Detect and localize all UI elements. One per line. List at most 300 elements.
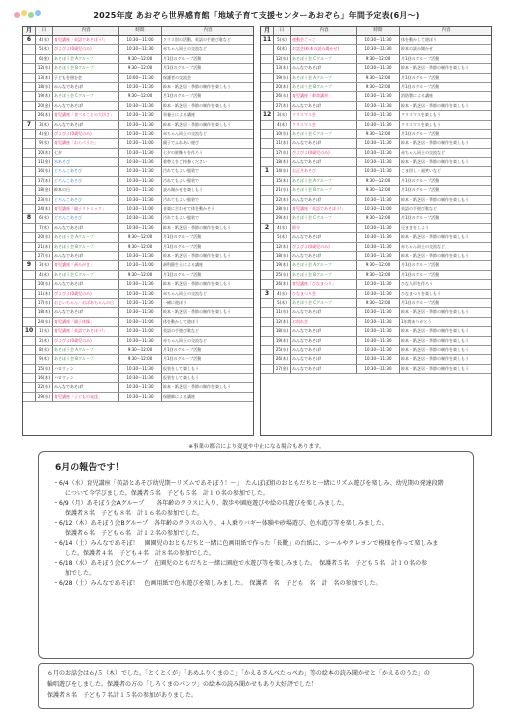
month-cell [261,139,274,147]
table-row [23,205,253,214]
table-row [23,224,253,233]
month-cell [261,271,274,279]
table-row [261,299,491,308]
remarks-cell: 絵本・紙芝居・季節の制作を楽しもう [401,140,469,146]
month-cell [261,55,274,63]
story-time-line: 輪唱遊びをしました。保護者の方の「しろくまのパンツ」の絵本の読み聞かせもあり大好評でした！ [47,681,318,688]
month-cell: 2 [261,224,274,232]
table-row [23,83,253,92]
theme-cell: ひなまつり会 [291,290,357,298]
theme-cell: 節分 [291,224,357,232]
date-cell: 27(水) [36,252,53,260]
remarks-cell: ひな人形を作ろう [401,281,433,287]
time-cell: 9:30～12:00 [119,243,162,251]
month-cell [261,74,274,82]
time-cell: 10:30～11:00 [119,36,162,44]
month-cell [261,261,274,269]
remarks-cell: 七夕の笹飾りを作ろう [163,149,203,155]
table-row [23,92,253,101]
remarks-cell: 月1回のグループ活動 [401,55,440,61]
theme-cell: どろんこあそび [53,196,119,204]
month-cell [261,177,274,185]
remarks-cell: 月1回のグループ活動 [401,271,440,277]
theme-cell: あそぼう会 Bグループ [291,186,357,194]
story-time-line: ６月のお話会は６/５（木）でした。「とくとくが」「あめふりくまのこ」「かえるさんべたっぺわ」等の絵本の読み聞かせと「かえるのうた」の [47,670,430,677]
month-cell [23,383,36,391]
time-cell: 10:30～11:30 [119,280,162,288]
time-cell: 9:30～12:00 [119,55,162,63]
date-cell: 12(木) [274,318,291,326]
theme-cell: ぴよぴよ(0歳児のみ) [291,243,357,251]
table-row [261,36,491,45]
table-header [23,27,253,36]
theme-cell: 絵本の日 [53,186,119,194]
theme-cell: あそぼう会 Cグループ [291,130,357,138]
time-cell: 10:30～11:30 [357,365,400,373]
table-row [23,261,253,270]
month-cell [23,355,36,363]
remarks-cell: 絵本・紙芝居・季節の制作を楽しもう [163,83,231,89]
table-row [261,308,491,317]
date-cell: 28(水) [274,205,291,213]
remarks-cell: 絵本・紙芝居・季節の制作を楽しもう [401,337,469,343]
report-item [53,479,465,499]
remarks-cell: 絵本・紙芝居・季節の制作を楽しもう [163,384,231,390]
month-cell [261,205,274,213]
theme-cell: どろんこあそび [53,177,119,185]
report-item-main: ・6/12（木）あそぼう会Bグループ 各年齢のクラスの入り、４人乗りバギー体験や砂場遊び、色水遊び等を楽しみました。 [53,520,388,527]
date-cell: 12(水) [274,55,291,63]
theme-cell: 七夕 [53,149,119,157]
remarks-cell: 保護者の交流会 [163,74,191,80]
month-cell [261,214,274,222]
table-row [23,290,253,299]
month-cell [23,196,36,204]
table-row [23,308,253,317]
remarks-cell: 月1回のグループ活動 [401,83,440,89]
time-cell: 10:30～11:30 [119,196,162,204]
date-cell: 6(木) [274,45,291,53]
remarks-cell: 月1回のグループ活動 [401,299,440,305]
time-cell: 10:30～11:30 [357,355,400,363]
month-cell [261,346,274,354]
month-cell [261,365,274,373]
date-cell: 4(水) [274,290,291,298]
month-cell: 3 [261,290,274,298]
time-cell: 10:30～11:30 [357,139,400,147]
month-cell [23,280,36,288]
remarks-cell: 絵本・紙芝居・季節の制作を楽しもう [163,309,231,315]
remarks-cell: 汚れてもよい服装で [163,168,199,174]
date-cell: 16(水) [36,167,53,175]
remarks-cell: 絵本・紙芝居・季節の制作を楽しもう [401,365,469,371]
date-cell: 11(水) [274,308,291,316]
remarks-cell: 絵本・紙芝居・季節の制作を楽しもう [163,121,231,127]
month-cell [23,224,36,232]
table-row [261,271,491,280]
theme-cell: お別れ会 [291,318,357,326]
theme-cell: どろんこあそび [53,167,119,175]
time-cell: 10:30～11:30 [119,290,162,298]
table-row [261,64,491,73]
theme-cell: みんなであそぼ! [291,233,357,241]
table-row [23,243,253,252]
report-item-sub: 保護者６名 子ども６名 計１２名の参加でした。 [65,530,204,537]
report-item-sub: 保護者８名 子ども８名 計１６名の参加でした。 [65,510,204,517]
date-cell: 9(水) [36,139,53,147]
date-cell: 4(木) [274,121,291,129]
theme-cell: みんなであそぼ! [53,83,119,91]
month-cell [23,102,36,110]
date-cell: 13(木) [274,64,291,72]
remarks-cell: 一緒に遊ぼう [163,299,187,305]
date-cell: 20(木) [274,83,291,91]
remarks-cell: 月1回のグループ活動 [401,130,440,136]
remarks-cell: 絵本・紙芝居・季節の制作を楽しもう [401,196,469,202]
table-row [23,196,253,205]
table-row [23,177,253,186]
date-cell: 15(水) [36,365,53,373]
table-row [261,327,491,336]
date-cell: 9(木) [36,355,53,363]
remarks-cell: 絵本・紙芝居・季節の制作を楽しもう [401,328,469,334]
table-row [23,130,253,139]
month-cell [261,299,274,307]
theme-cell: ぴよぴよ(0歳児のみ) [53,45,119,53]
table-row [261,83,491,92]
date-cell: 10(水) [36,280,53,288]
time-cell: 10:30～11:30 [119,167,162,175]
table-row [261,243,491,252]
table-row [261,346,491,355]
theme-cell: ハロウィン [53,374,119,382]
remarks-cell: 月1回のグループ活動 [401,74,440,80]
theme-cell: 水あそび [53,158,119,166]
month-cell: 8 [23,214,36,222]
table-row [23,74,253,83]
theme-cell: 育児講座「食べることの大切さ」 [53,111,119,119]
date-cell: 27(木) [274,102,291,110]
time-cell: 10:30～11:30 [119,158,162,166]
date-cell: 26(水) [274,92,291,100]
time-cell: 9:30～12:00 [357,271,400,279]
table-row [23,167,253,176]
table-row [261,214,491,223]
table-row [261,158,491,167]
time-cell: 10:30～11:30 [357,196,400,204]
remarks-cell: 汚れてもよい服装で [163,196,199,202]
month-cell [23,346,36,354]
theme-cell: あそぼう会 Bグループ [291,83,357,91]
table-row [261,365,491,374]
month-cell [261,83,274,91]
remarks-cell: 読み聞かせを楽しもう [163,187,203,193]
table-header [261,27,491,36]
month-cell [23,318,36,326]
date-cell: 7(木) [36,224,53,232]
date-cell: 18(水) [274,327,291,335]
theme-cell: あそぼう会 Bグループ [291,271,357,279]
remarks-cell: 絵本・紙芝居・季節の制作を楽しもう [401,159,469,165]
theme-cell: あそぼう会 Cグループ [291,55,357,63]
theme-cell: みんなであそぼ! [291,252,357,260]
remarks-cell: 絵本・紙芝居・季節の制作を楽しもう [401,102,469,108]
theme-cell: みんなであそぼ! [291,365,357,373]
theme-cell: みんなであそぼ! [53,252,119,260]
time-cell: 10:30～11:30 [357,224,400,232]
month-cell [261,186,274,194]
date-cell: 8(水) [36,346,53,354]
theme-cell: 育児講座「英語であそぼう!」 [53,327,119,335]
time-cell: 10:30～11:30 [119,308,162,316]
date-cell: 20(金) [36,102,53,110]
table-row [261,74,491,83]
theme-cell: あそぼう会 Cグループ [291,299,357,307]
table-row [261,205,491,214]
remarks-cell: 汚れてもよい服装で [163,177,199,183]
table-row [261,92,491,101]
table-row [261,55,491,64]
remarks-cell: 月1回のグループ活動 [163,346,202,352]
time-cell: 10:30～11:30 [119,177,162,185]
remarks-cell: クリスマスを楽しもう [401,121,441,127]
report-item [53,559,465,579]
theme-cell: どろんこあそび [53,214,119,222]
date-cell: 5(木) [274,299,291,307]
remarks-cell: 赤ちゃん同士の交流など [163,130,207,136]
remarks-cell: 体を動かして遊ぼう [401,37,437,42]
date-cell: 18(木) [36,308,53,316]
month-cell [23,83,36,91]
theme-cell: 運動会ごっこ [291,36,357,44]
table-row [261,130,491,139]
remarks-cell: 絵本・紙芝居・季節の制作を楽しもう [401,234,469,240]
time-cell: 9:30～12:00 [357,130,400,138]
report-title: 6月の報告です！ [55,463,125,473]
table-row [23,139,253,148]
month-cell [261,243,274,251]
remarks-cell: 消防署による講座 [401,93,433,99]
table-row [261,224,491,233]
remarks-cell: 絵本・紙芝居・季節の制作を楽しもう [163,281,231,287]
table-row [261,337,491,346]
table-row [23,102,253,111]
table-row [261,186,491,195]
theme-cell: ぴよぴよ(0歳児のみ) [291,149,357,157]
theme-cell: お話会(絵本の読み聞かせ) [291,45,357,53]
header-theme: 内容 [53,27,119,35]
time-cell: 10:30～11:30 [357,243,400,251]
remarks-cell: 絵本・紙芝居・季節の制作を楽しもう [163,224,231,230]
date-cell: 25(水) [274,271,291,279]
time-cell: 10:30～11:30 [357,308,400,316]
remarks-cell: 月1回のグループ活動 [401,262,440,268]
theme-cell: あそぼう会 Cグループ [53,92,119,100]
table-row [23,280,253,289]
date-cell: 27(金) [274,365,291,373]
table-row [23,327,253,336]
theme-cell: あそぼう会 Aグループ [291,177,357,185]
remarks-cell: 音楽に合わせて体を動かそう [163,206,215,212]
report-item-main: ・6/4（水）育児講座「英語とあそび幼児期〜リズムであそぼう！〜」 たんぽぽ組のおともだちと一緒にリズム遊びを楽しみ、幼児期の発達段階 [53,480,444,487]
theme-cell: 子どもを囲む会 [53,74,119,82]
date-cell: 19(木) [274,337,291,345]
table-row [23,36,253,45]
page-title: 2025年度 あおぞら世界感育館「地域子育て支援センターあおぞら」年間予定表(6月～) [93,11,420,20]
theme-cell: みんなであそぼ! [291,346,357,354]
date-cell: 5(水) [274,36,291,44]
month-cell [23,374,36,382]
remarks-cell: 月1回のグループ活動 [163,234,202,240]
date-cell: 1(水) [36,327,53,335]
remarks-cell: 月1回のグループ活動 [401,187,440,193]
date-cell: 4(水) [36,36,53,44]
header-remarks: 内容 [441,28,451,33]
month-cell [23,139,36,147]
date-cell: 4(金) [36,130,53,138]
theme-cell: お正月あそび [291,167,357,175]
theme-cell: みんなであそぼ! [291,337,357,345]
date-cell: 29(木) [274,214,291,222]
theme-cell: 育児講座「歯みがき」 [53,261,119,269]
table-row [23,121,253,130]
month-cell [23,290,36,298]
change-notice: ※事業の都合により変更や中止になる場合もあります。 [188,444,325,450]
table-row [23,337,253,346]
time-cell: 10:30～11:30 [357,45,400,53]
left-rows [23,36,253,402]
theme-cell: 育児講座「子どもの発達」 [53,393,119,401]
month-cell [261,130,274,138]
time-cell: 9:30～12:00 [119,233,162,241]
date-cell: 20(水) [36,233,53,241]
report-item-sub: について今学びました。保護者５名 子ども５名 計１０名の参加でした。 [65,490,269,497]
report-item [53,499,465,519]
remarks-cell: 体を動かして遊ぼう [163,318,199,324]
theme-cell: あそぼう会 Aグループ [291,261,357,269]
time-cell: 10:30～11:30 [357,111,400,119]
date-cell: 26(木) [274,280,291,288]
theme-cell: みんなであそぼ! [291,355,357,363]
theme-cell: 育児講座「わらべうた」 [53,139,119,147]
remarks-cell: 1年間ありがとう [401,318,432,324]
month-cell [23,233,36,241]
table-row [261,233,491,242]
date-cell: 25(水) [274,346,291,354]
month-cell [261,64,274,72]
month-cell [23,64,36,72]
month-cell [23,299,36,307]
header-time: 時間 [357,27,400,35]
date-cell: 12(木) [274,243,291,251]
theme-cell: 育児講座「親子体操」 [53,318,119,326]
date-cell: 11(木) [36,290,53,298]
date-cell: 10(水) [274,130,291,138]
time-cell: 10:30～11:30 [357,36,400,44]
right-rows [261,36,491,374]
month-cell [23,243,36,251]
month-cell [261,196,274,204]
report-item-main: ・6/9（月）あそぼう会Aグループ 各年齢のクラスに入り、散歩や園庭遊びや絵の具遊びを楽しみました。 [53,500,349,507]
table-row [261,280,491,289]
date-cell: 16(木) [36,374,53,382]
month-cell [23,92,36,100]
time-cell: 10:30～11:30 [119,383,162,391]
remarks-cell: 親子でふれあい遊び [163,140,199,146]
report-item-main: ・6/18（水）あそぼう会Cグループ 在園児のともだちと一緒に園庭で水遊び等を楽しみました。 保護者５名 子ども５名 計１０名の参 [53,560,428,567]
remarks-cell: 英語の手遊び歌など [163,328,199,334]
theme-cell: みんなであそぼ! [291,139,357,147]
month-cell [23,130,36,138]
theme-cell: みんなであそぼ! [53,280,119,288]
date-cell: 29(水) [36,393,53,401]
time-cell: 9:30～12:00 [357,261,400,269]
date-cell: 23(水) [36,196,53,204]
june-report-box [38,451,474,659]
table-row [23,346,253,355]
time-cell: 10:30～11:30 [119,337,162,345]
month-cell [23,252,36,260]
remarks-cell: 月1回のグループ活動 [401,177,440,183]
time-cell: 10:30～11:30 [119,102,162,110]
remarks-cell: 豆まきをしよう [401,224,429,230]
time-cell: 10:30～11:30 [357,280,400,288]
month-cell [261,158,274,166]
remarks-cell: 絵本・紙芝居・季節の制作を楽しもう [401,346,469,352]
table-row [23,393,253,402]
date-cell: 10(木) [36,149,53,157]
remarks-cell: 赤ちゃん同士の交流など [163,337,207,343]
theme-cell: みんなであそぼ! [291,102,357,110]
theme-cell: ハロウィン [53,365,119,373]
report-item-main: ・6/28（土）みんなであそぼ！ 色画用紙で色水遊びを楽しみました。 保護者 名 子ども 名 計 名の参加でした。 [53,580,382,587]
table-row [23,271,253,280]
month-cell [261,318,274,326]
date-cell: 18(金) [36,186,53,194]
time-cell: 9:30～12:00 [357,186,400,194]
table-row [261,121,491,130]
table-row [23,299,253,308]
schedule-left-column [22,26,254,436]
theme-cell: 育児講座「ひなまつり」 [291,280,357,288]
month-cell [23,111,36,119]
time-cell: 10:30～11:30 [119,214,162,222]
month-cell [23,205,36,213]
table-row [261,318,491,327]
date-cell: 6(金) [36,55,53,63]
table-row [261,102,491,111]
date-cell: 21(木) [36,243,53,251]
theme-cell: みんなであそぼ! [53,383,119,391]
time-cell: 10:30～11:30 [119,374,162,382]
theme-cell: あそぼう会 Aグループ [291,74,357,82]
theme-cell: みんなであそぼ! [291,196,357,204]
time-cell: 10:30～11:30 [357,92,400,100]
theme-cell: 育児講座「救命講習」 [291,92,357,100]
remarks-cell: 月1回のグループ活動 [163,55,202,61]
date-cell: 2(木) [36,337,53,345]
table-row [23,149,253,158]
month-cell: 12 [261,111,274,119]
date-cell: 19(木) [36,92,53,100]
time-cell: 10:30～11:30 [119,83,162,91]
table-row [23,186,253,195]
remarks-cell: 月1回のグループ活動 [163,356,202,362]
date-cell: 18(水) [36,83,53,91]
table-row [23,365,253,374]
month-cell [23,55,36,63]
time-cell: 9:30～12:00 [357,299,400,307]
